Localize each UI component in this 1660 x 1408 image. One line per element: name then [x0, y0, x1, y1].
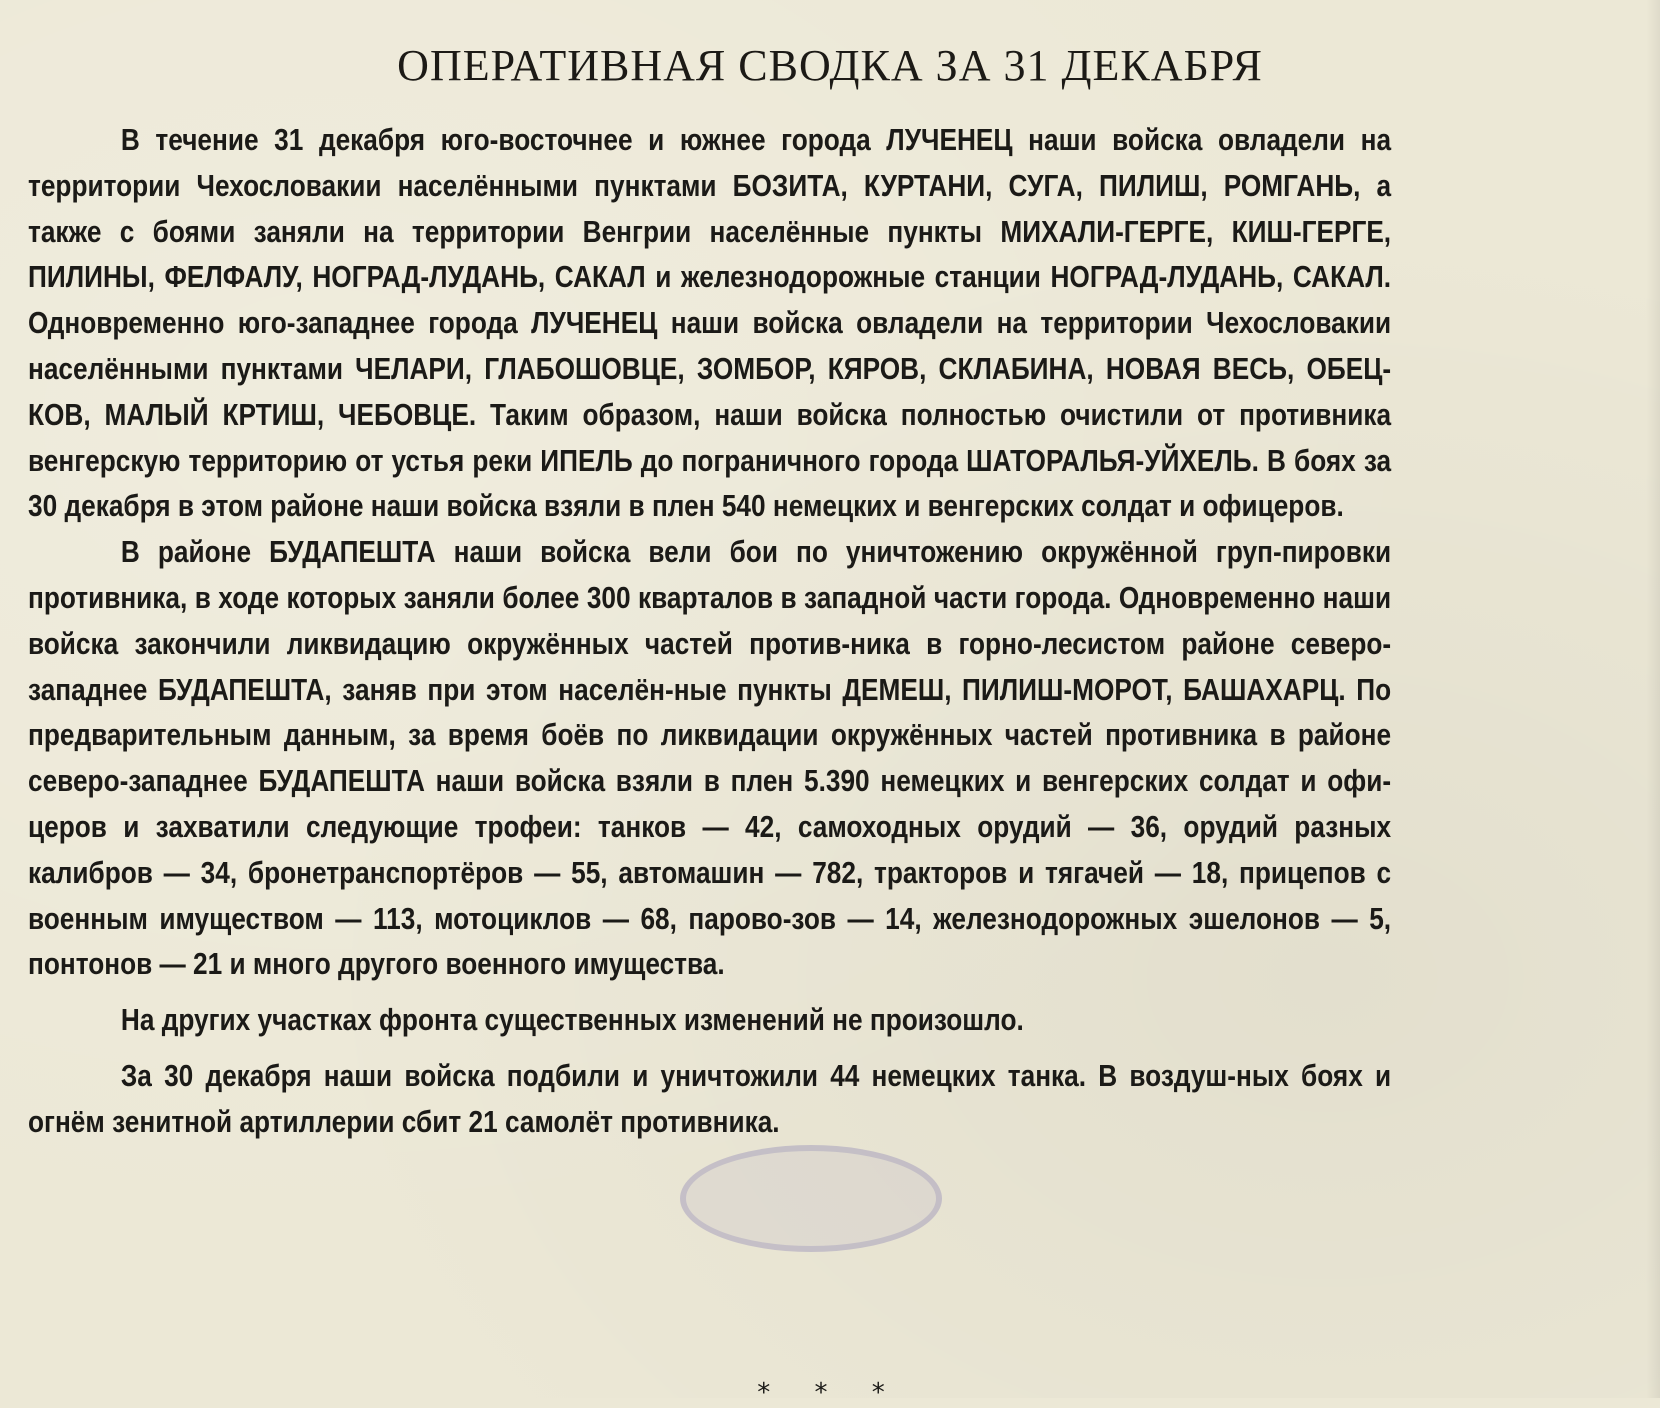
page-edge-shadow	[1646, 0, 1660, 1398]
library-stamp	[680, 1145, 942, 1252]
report-title: ОПЕРАТИВНАЯ СВОДКА ЗА 31 ДЕКАБРЯ	[397, 41, 1263, 90]
paragraph-luchenets: В течение 31 декабря юго-восточнее и южнее города ЛУЧЕНЕЦ наши войска овладели на территории Чехословакии населёнными пунктами БОЗИТА, КУРТАНИ, СУГА, ПИЛИШ, РОМГАНЬ, а также с боями заняли на территории Венгрии населённые пункты МИХАЛИ-ГЕРГЕ, КИШ-ГЕРГЕ, ПИЛИНЫ, ФЕЛФАЛУ, НОГРАД-ЛУДАНЬ, САКАЛ и железнодорожные станции НОГРАД-ЛУДАНЬ, САКАЛ. Одновременно юго-западнее города ЛУЧЕНЕЦ наши войска овладели на территории Чехословакии населёнными пунктами ЧЕЛАРИ, ГЛАБОШОВЦЕ, ЗОМБОР, КЯРОВ, СКЛАБИНА, НОВАЯ ВЕСЬ, ОБЕЦ-КОВ, МАЛЫЙ КРТИШ, ЧЕБОВЦЕ. Таким образом, наши войска полностью очистили от противника венгерскую территорию от устья реки ИПЕЛЬ до пограничного города ШАТОРАЛЬЯ-УЙХЕЛЬ. В боях за 30 декабря в этом районе наши войска взяли в плен 540 немецких и венгерских солдат и офицеров.	[28, 123, 1392, 524]
report-body	[28, 118, 1391, 1146]
section-separator: * * *	[757, 1378, 903, 1408]
paragraph-tanks-aircraft: За 30 декабря наши войска подбили и уничтожили 44 немецких танка. В воздуш-ных боях и огнём зенитной артиллерии сбит 21 самолёт противника.	[28, 1058, 1392, 1139]
paragraph-budapest: В районе БУДАПЕШТА наши войска вели бои по уничтожению окружённой груп-пировки противника, в ходе которых заняли более 300 кварталов в западной части города. Одновременно наши войска закончили ликвидацию окружённых частей против-ника в горно-лесистом районе северо-западнее БУДАПЕШТА, заняв при этом населён-ные пункты ДЕМЕШ, ПИЛИШ-МОРОТ, БАШАХАРЦ. По предварительным данным, за время боёв по ликвидации окружённых частей противника в районе северо-западнее БУДАПЕШТА наши войска взяли в плен 5.390 немецких и венгерских солдат и офи-церов и захватили следующие трофеи: танков — 42, самоходных орудий — 36, орудий разных калибров — 34, бронетранспортёров — 55, автомашин — 782, тракторов и тягачей — 18, прицепов с военным имуществом — 113, мотоциклов — 68, парово-зов — 14, железнодорожных эшелонов — 5, понтонов — 21 и много другого военного имущества.	[28, 535, 1392, 982]
paragraph-other-sectors: На других участках фронта существенных изменений не произошло.	[120, 1003, 1024, 1038]
